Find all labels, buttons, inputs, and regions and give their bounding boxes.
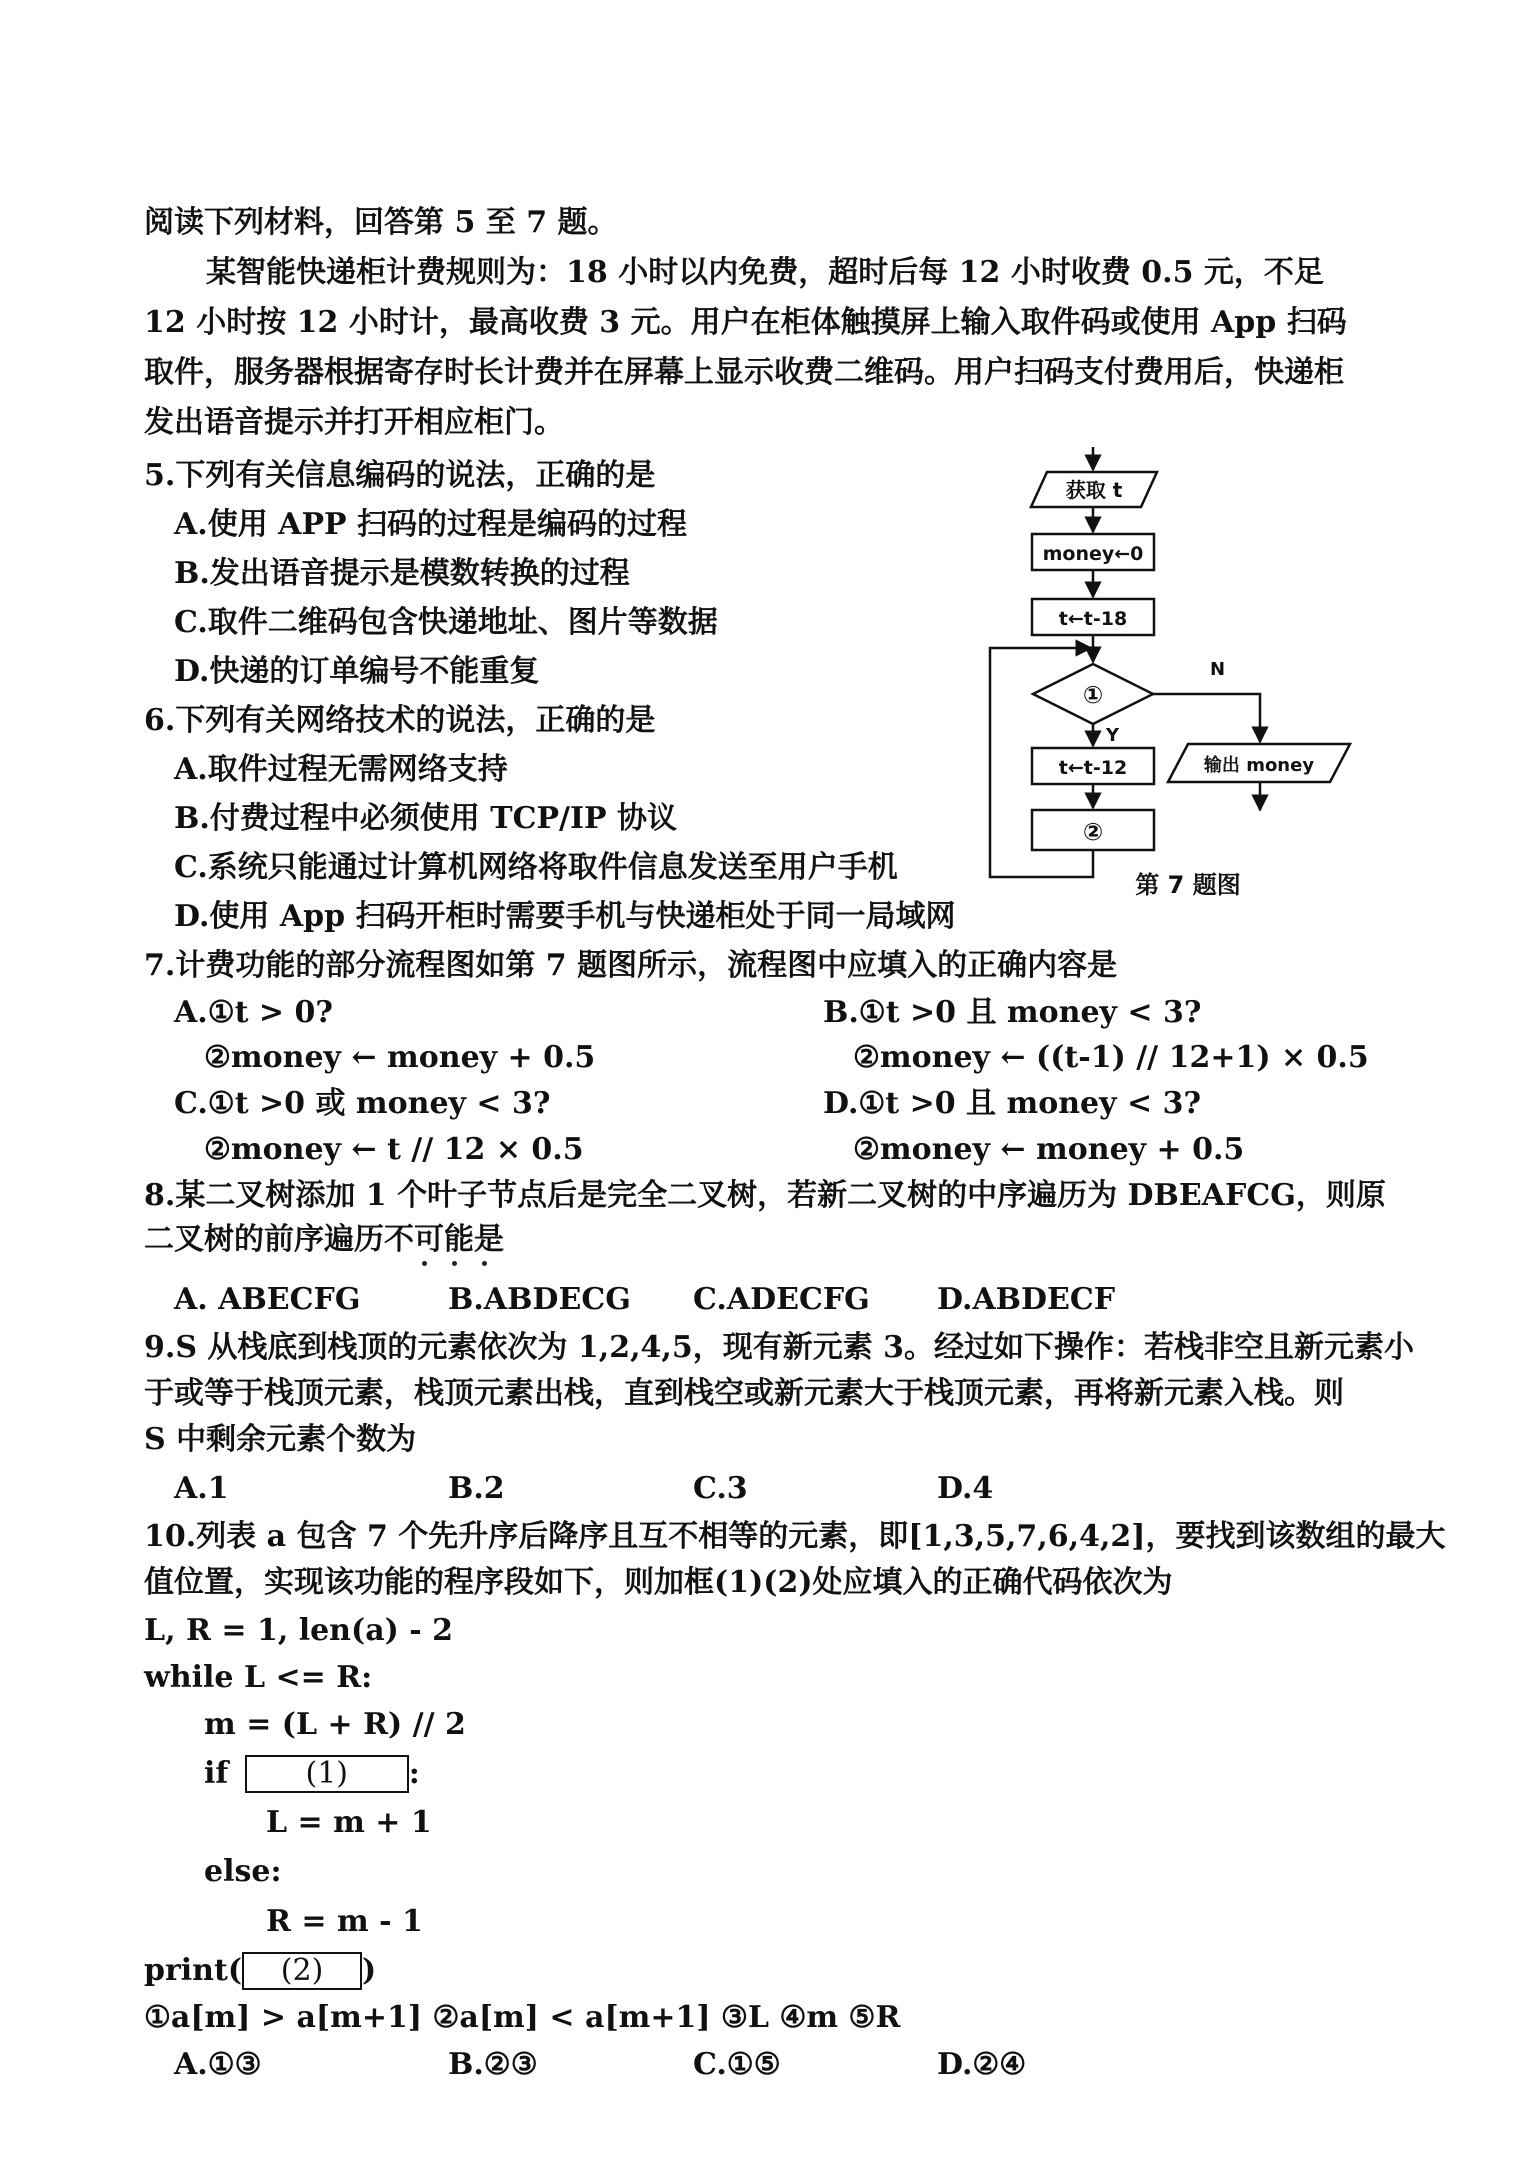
q7-option-b2: ②money ← ((t-1) // 12+1) × 0.5 bbox=[853, 1040, 1369, 1075]
q8-option-b: B.ABDECG bbox=[448, 1282, 631, 1317]
flow-sub18-label: t←t-18 bbox=[1058, 608, 1128, 630]
q9-option-d: D.4 bbox=[937, 1471, 994, 1506]
code-print-close: ) bbox=[362, 1953, 377, 1988]
q10-option-a: A.①③ bbox=[174, 2047, 262, 2082]
q10-code-choices: ①a[m] > a[m+1] ②a[m] < a[m+1] ③L ④m ⑤R bbox=[144, 2000, 901, 2035]
flow-input-label: 获取 t bbox=[1065, 478, 1123, 502]
code-line-7: R = m - 1 bbox=[266, 1904, 423, 1939]
code-line-4 bbox=[204, 1755, 420, 1793]
code-line-8 bbox=[144, 1952, 376, 1990]
q9-stem-line2: 于或等于栈顶元素，栈顶元素出栈，直到栈空或新元素大于栈顶元素，再将新元素入栈。则 bbox=[144, 1376, 1344, 1411]
material-paragraph: 某智能快递柜计费规则为：18 小时以内免费，超时后每 12 小时收费 0.5 元，不足 12 小时按 12 小时计，最高收费 3 元。用户在柜体触摸屏上输入取件码或使用 App 扫码取件，服务器根据寄存时长计费并在屏幕上显示收费二维码。用户扫码支付费用后，快递柜发出语音提示并打开相应柜门。 bbox=[144, 255, 1347, 440]
q5-option-c: C.取件二维码包含快递地址、图片等数据 bbox=[174, 605, 718, 640]
code-line-3: m = (L + R) // 2 bbox=[204, 1707, 466, 1742]
q7-option-b1: B.①t >0 且 money < 3? bbox=[823, 995, 1202, 1030]
q5-stem: 5.下列有关信息编码的说法，正确的是 bbox=[144, 458, 656, 493]
q6-stem: 6.下列有关网络技术的说法，正确的是 bbox=[144, 703, 656, 738]
emphasis-dot bbox=[452, 1261, 457, 1266]
flow-yes-label: Y bbox=[1106, 725, 1120, 746]
section-intro: 阅读下列材料，回答第 5 至 7 题。 bbox=[144, 205, 618, 240]
blank-box-2: (2) bbox=[242, 1952, 362, 1990]
q6-option-d: D.使用 App 扫码开柜时需要手机与快递柜处于同一局域网 bbox=[174, 899, 956, 934]
code-colon: : bbox=[408, 1756, 420, 1791]
q10-option-c: C.①⑤ bbox=[693, 2047, 781, 2082]
q8-stem-line2: 二叉树的前序遍历不可能是 bbox=[144, 1222, 504, 1257]
flow-sub12-label: t←t-12 bbox=[1058, 757, 1128, 779]
flow-sub18-box bbox=[1032, 599, 1154, 635]
q5-option-b: B.发出语音提示是模数转换的过程 bbox=[174, 556, 630, 591]
q8-stem-line1: 8.某二叉树添加 1 个叶子节点后是完全二叉树，若新二叉树的中序遍历为 DBEAFCG，则原 bbox=[144, 1178, 1386, 1213]
q9-stem-line3: S 中剩余元素个数为 bbox=[144, 1422, 417, 1457]
code-line-2: while L <= R: bbox=[144, 1660, 373, 1695]
q7-option-d1: D.①t >0 且 money < 3? bbox=[823, 1086, 1202, 1121]
flow-blank2-box bbox=[1032, 810, 1154, 850]
emphasis-dot bbox=[422, 1261, 427, 1266]
emphasis-dot bbox=[482, 1261, 487, 1266]
q8-option-c: C.ADECFG bbox=[693, 1282, 870, 1317]
q7-option-a2: ②money ← money + 0.5 bbox=[204, 1040, 596, 1075]
flow-sub12-box bbox=[1032, 748, 1154, 784]
q5-option-a: A.使用 APP 扫码的过程是编码的过程 bbox=[174, 507, 688, 542]
q10-stem-line2: 值位置，实现该功能的程序段如下，则加框(1)(2)处应填入的正确代码依次为 bbox=[144, 1565, 1173, 1600]
flow-output-label: 输出 money bbox=[1203, 755, 1315, 776]
code-print-open: print( bbox=[144, 1953, 243, 1988]
q9-option-c: C.3 bbox=[693, 1471, 748, 1506]
q10-option-b: B.②③ bbox=[448, 2047, 538, 2082]
q6-option-b: B.付费过程中必须使用 TCP/IP 协议 bbox=[174, 801, 677, 836]
q9-stem-line1: 9.S 从栈底到栈顶的元素依次为 1,2,4,5，现有新元素 3。经过如下操作：若栈非空且新元素小 bbox=[144, 1330, 1415, 1365]
q7-stem: 7.计费功能的部分流程图如第 7 题图所示，流程图中应填入的正确内容是 bbox=[144, 948, 1118, 983]
flow-no-label: N bbox=[1210, 659, 1226, 680]
q7-option-d2: ②money ← money + 0.5 bbox=[853, 1132, 1245, 1167]
q6-option-c: C.系统只能通过计算机网络将取件信息发送至用户手机 bbox=[174, 850, 898, 885]
q7-option-a1: A.①t > 0? bbox=[174, 995, 333, 1030]
q10-stem-line1: 10.列表 a 包含 7 个先升序后降序且互不相等的元素，即[1,3,5,7,6,4,2]，要找到该数组的最大 bbox=[144, 1519, 1446, 1554]
code-if-keyword: if bbox=[204, 1756, 229, 1791]
blank-box-1: (1) bbox=[245, 1755, 409, 1793]
flow-output-shape bbox=[1168, 744, 1350, 782]
flow-input-shape bbox=[1031, 472, 1157, 507]
q9-option-a: A.1 bbox=[174, 1471, 229, 1506]
flow-decision-shape bbox=[1033, 664, 1153, 724]
q7-option-c1: C.①t >0 或 money < 3? bbox=[174, 1086, 551, 1121]
code-line-6: else: bbox=[204, 1854, 282, 1889]
q5-option-d: D.快递的订单编号不能重复 bbox=[174, 654, 540, 689]
flow-cond-label: ① bbox=[1082, 681, 1104, 709]
flow-init-box bbox=[1032, 534, 1154, 570]
code-line-1: L, R = 1, len(a) - 2 bbox=[144, 1613, 454, 1648]
q9-option-b: B.2 bbox=[448, 1471, 505, 1506]
flow-init-label: money←0 bbox=[1042, 543, 1144, 565]
q10-option-d: D.②④ bbox=[937, 2047, 1027, 2082]
flow-blank2-label: ② bbox=[1082, 818, 1104, 846]
code-line-5: L = m + 1 bbox=[266, 1805, 432, 1840]
q8-option-a: A. ABECFG bbox=[174, 1282, 361, 1317]
flow-caption: 第 7 题图 bbox=[1135, 871, 1241, 899]
q8-option-d: D.ABDECF bbox=[937, 1282, 1116, 1317]
q6-option-a: A.取件过程无需网络支持 bbox=[174, 752, 508, 787]
q7-option-c2: ②money ← t // 12 × 0.5 bbox=[204, 1132, 584, 1167]
